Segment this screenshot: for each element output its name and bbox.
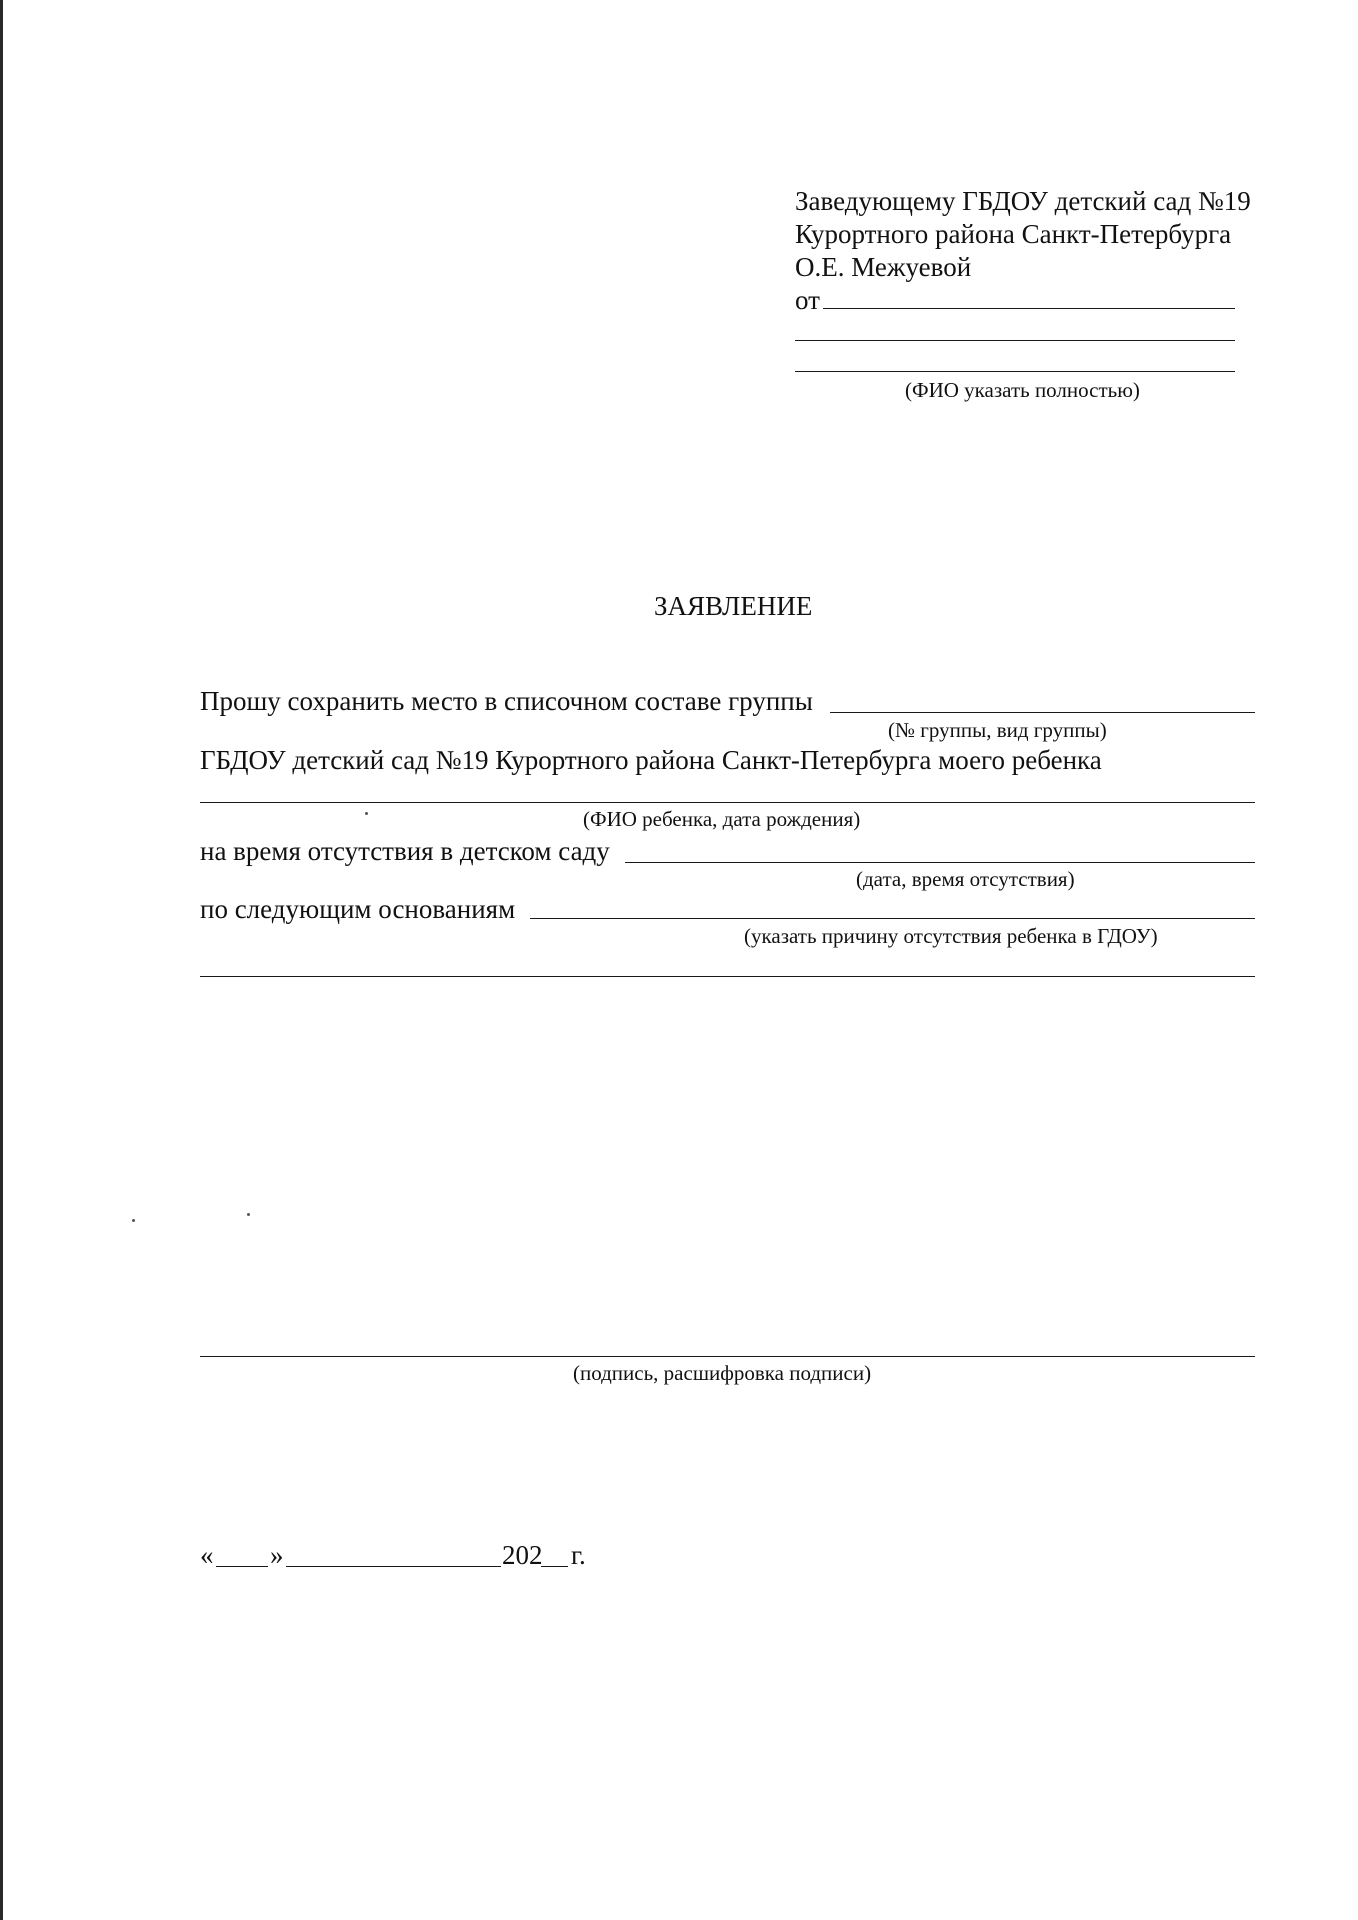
fio-hint: (ФИО указать полностью) bbox=[905, 378, 1140, 402]
signature-hint: (подпись, расшифровка подписи) bbox=[573, 1361, 872, 1385]
scan-speck bbox=[247, 1213, 250, 1216]
group-field-line[interactable] bbox=[830, 712, 1255, 713]
year-prefix: 202 bbox=[502, 1540, 543, 1570]
child-hint: (ФИО ребенка, дата рождения) bbox=[583, 807, 861, 831]
addressee-line-1: Заведующему ГБДОУ детский сад №19 bbox=[795, 186, 1251, 216]
date-open-quote: « bbox=[200, 1540, 214, 1570]
year-suffix: г. bbox=[571, 1540, 586, 1570]
from-name-line-2[interactable] bbox=[795, 340, 1235, 341]
addressee-line-3: О.Е. Межуевой bbox=[795, 252, 972, 282]
body-line-reason: по следующим основаниям bbox=[200, 894, 516, 924]
scan-page-edge bbox=[0, 0, 3, 1920]
reason-field-line-2[interactable] bbox=[200, 976, 1255, 977]
from-name-line[interactable] bbox=[823, 308, 1235, 309]
reason-hint: (указать причину отсутствия ребенка в ГДОУ) bbox=[744, 924, 1158, 948]
scan-speck bbox=[365, 812, 368, 815]
addressee-line-2: Курортного района Санкт-Петербурга bbox=[795, 219, 1232, 249]
body-line-group: Прошу сохранить место в списочном составе группы bbox=[200, 686, 813, 716]
body-line-absence: на время отсутствия в детском саду bbox=[200, 836, 610, 866]
signature-line[interactable] bbox=[200, 1356, 1255, 1357]
document-title: ЗАЯВЛЕНИЕ bbox=[654, 591, 813, 621]
year-field-line[interactable] bbox=[541, 1566, 568, 1567]
month-field-line[interactable] bbox=[286, 1566, 501, 1567]
group-hint: (№ группы, вид группы) bbox=[888, 718, 1107, 742]
body-line-kindergarten: ГБДОУ детский сад №19 Курортного района Санкт-Петербурга моего ребенка bbox=[200, 745, 1102, 775]
absence-hint: (дата, время отсутствия) bbox=[856, 867, 1075, 891]
child-field-line[interactable] bbox=[200, 802, 1255, 803]
scan-speck bbox=[132, 1219, 135, 1222]
from-name-line-3[interactable] bbox=[795, 371, 1235, 372]
from-label: от bbox=[795, 285, 820, 315]
reason-field-line[interactable] bbox=[530, 918, 1255, 919]
date-close-quote: » bbox=[270, 1540, 284, 1570]
day-field-line[interactable] bbox=[216, 1566, 268, 1567]
absence-field-line[interactable] bbox=[625, 862, 1255, 863]
